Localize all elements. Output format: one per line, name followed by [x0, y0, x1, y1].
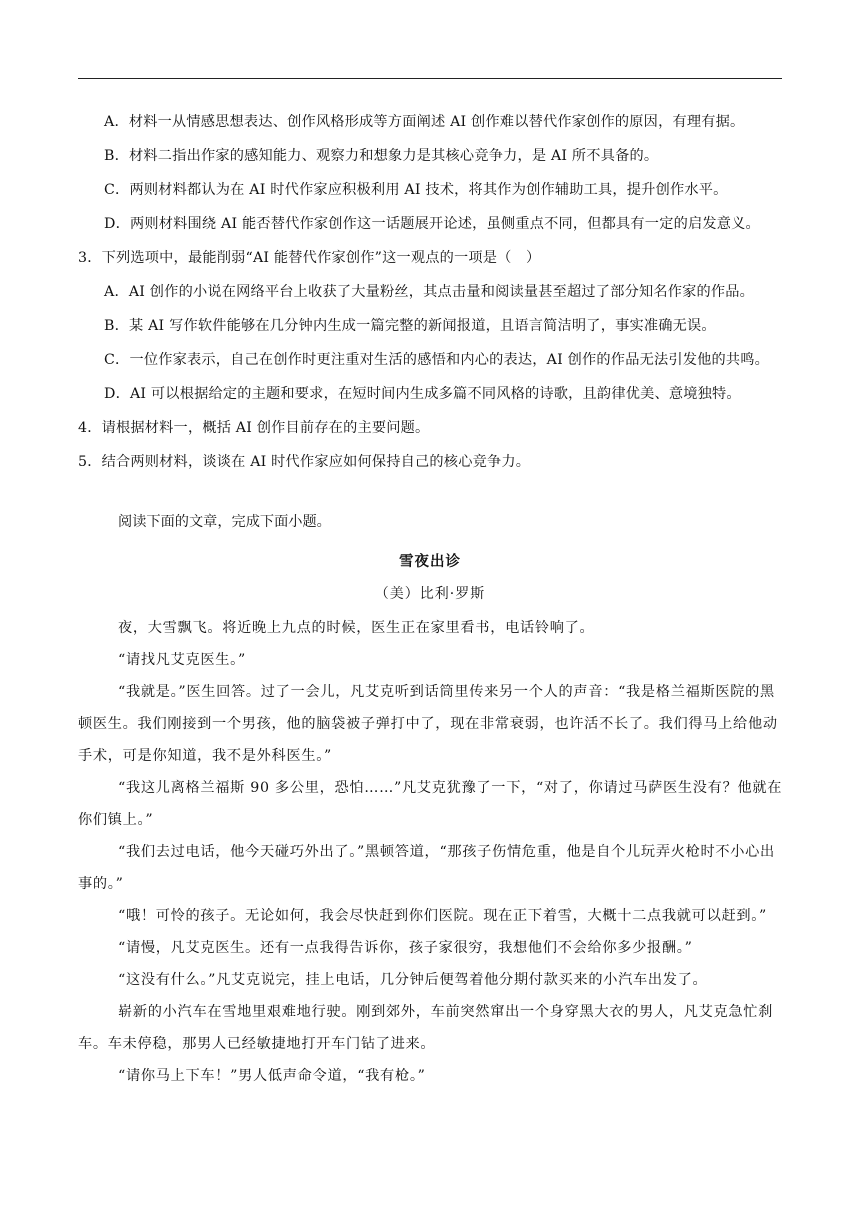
q3-option-b: B．某 AI 写作软件能够在几分钟内生成一篇完整的新闻报道，且语言简洁明了，事实准确无误。 — [104, 318, 716, 334]
story-paragraph: “哦！可怜的孩子。无论如何，我会尽快赶到你们医院。现在正下着雪，大概十二点我就可以赶到。” — [118, 908, 767, 924]
story-paragraph: “请找凡艾克医生。” — [118, 652, 246, 668]
story-paragraph: “我这儿离格兰福斯 90 多公里，恐怕……”凡艾克犹豫了一下，“对了，你请过马萨医生没有？他就在你们镇上。” — [78, 780, 783, 828]
story-paragraph: “这没有什么。”凡艾克说完，挂上电话，几分钟后便驾着他分期付款买来的小汽车出发了。 — [118, 972, 708, 988]
q2-option-c: C．两则材料都认为在 AI 时代作家应积极利用 AI 技术，将其作为创作辅助工具，提升创作水平。 — [104, 182, 728, 198]
q2-option-d: D．两则材料围绕 AI 能否替代作家创作这一话题展开论述，虽侧重点不同，但都具有一定的启发意义。 — [104, 216, 760, 232]
story-paragraph: “我就是。”医生回答。过了一会儿，凡艾克听到话筒里传来另一个人的声音：“我是格兰福斯医院的黑顿医生。我们刚接到一个男孩，他的脑袋被子弹打中了，现在非常衰弱，也许活不长了。我们得马上给他动手术，可是你知道，我不是外科医生。” — [78, 684, 778, 764]
q2-option-b: B．材料二指出作家的感知能力、观察力和想象力是其核心竞争力，是 AI 所不具备的。 — [104, 148, 659, 164]
question-5: 5．结合两则材料，谈谈在 AI 时代作家应如何保持自己的核心竞争力。 — [78, 454, 531, 470]
q3-option-c: C．一位作家表示，自己在创作时更注重对生活的感悟和内心的表达，AI 创作的作品无法引发他的共鸣。 — [104, 352, 770, 368]
story-paragraph: 崭新的小汽车在雪地里艰难地行驶。刚到郊外，车前突然窜出一个身穿黑大衣的男人，凡艾克急忙刹车。车未停稳，那男人已经敏捷地打开车门钻了进来。 — [78, 1004, 774, 1052]
story-title: 雪夜出诊 — [399, 553, 461, 570]
story-paragraph: “请你马上下车！”男人低声命令道，“我有枪。” — [118, 1068, 426, 1084]
question-4: 4．请根据材料一，概括 AI 创作目前存在的主要问题。 — [78, 420, 430, 436]
header-rule — [78, 78, 782, 79]
story-paragraph: “请慢，凡艾克医生。还有一点我得告诉你，孩子家很穷，我想他们不会给你多少报酬。” — [118, 940, 693, 956]
reading-intro: 阅读下面的文章，完成下面小题。 — [118, 514, 331, 530]
q2-option-a: A．材料一从情感思想表达、创作风格形成等方面阐述 AI 创作难以替代作家创作的原因，有理有据。 — [104, 114, 745, 130]
story-paragraph: “我们去过电话，他今天碰巧外出了。”黑顿答道，“那孩子伤情危重，他是自个儿玩弄火枪时不小心出事的。” — [78, 844, 775, 892]
story-author: （美）比利·罗斯 — [374, 586, 486, 602]
q3-option-a: A．AI 创作的小说在网络平台上收获了大量粉丝，其点击量和阅读量甚至超过了部分知名作家的作品。 — [104, 284, 755, 300]
q3-option-d: D．AI 可以根据给定的主题和要求，在短时间内生成多篇不同风格的诗歌，且韵律优美、意境独特。 — [104, 386, 741, 402]
story-paragraph: 夜，大雪飘飞。将近晚上九点的时候，医生正在家里看书，电话铃响了。 — [118, 620, 595, 636]
question-3: 3．下列选项中，最能削弱“AI 能替代作家创作”这一观点的一项是（ ） — [78, 250, 541, 266]
